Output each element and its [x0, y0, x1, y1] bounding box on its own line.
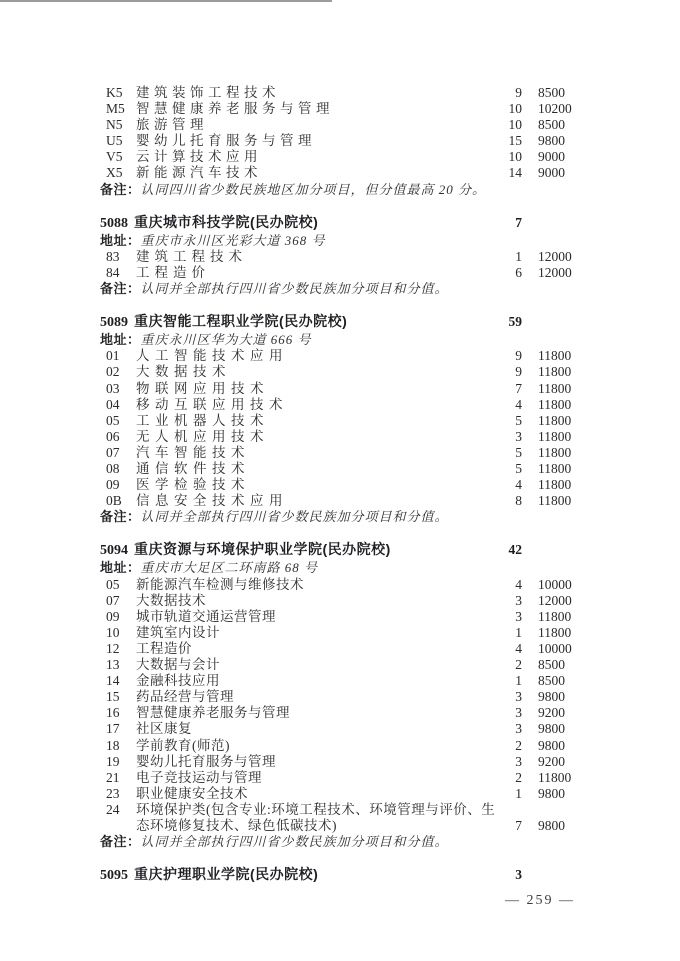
major-plan-count: 2: [515, 769, 522, 785]
remark-label: 备注：: [100, 281, 141, 297]
major-tuition-fee: 10000: [538, 576, 572, 592]
major-code: 16: [106, 705, 120, 721]
major-tuition-fee: 11800: [538, 608, 572, 624]
major-rows: [100, 85, 582, 182]
major-code: 04: [106, 396, 120, 412]
major-plan-count: 5: [515, 461, 522, 476]
college-name: 重庆护理职业学院(民办院校): [134, 866, 319, 883]
major-code: 09: [106, 608, 120, 624]
major-code: 19: [106, 753, 120, 769]
major-row: [100, 721, 582, 737]
major-name: 大数据与会计: [136, 657, 220, 673]
college-total-count: 59: [508, 314, 522, 330]
major-row: [100, 705, 582, 721]
major-plan-count: 4: [515, 396, 522, 412]
major-row: [100, 413, 582, 429]
major-plan-count: 1: [515, 624, 522, 640]
major-tuition-fee: 11800: [538, 412, 572, 428]
major-name: 电子竞技运动与管理: [136, 769, 262, 785]
remark-label: 备注：: [100, 834, 141, 850]
major-name: 智慧健康养老服务与管理: [136, 101, 334, 117]
college-address-line: [100, 233, 582, 249]
address-text: 重庆市大足区二环南路 68 号: [140, 560, 319, 576]
major-plan-count: 10: [508, 149, 522, 165]
major-code: 17: [106, 721, 120, 737]
major-plan-count: 15: [508, 133, 522, 149]
major-row: [100, 265, 582, 281]
major-row: [100, 477, 582, 493]
major-name: 通信软件技术: [136, 461, 250, 476]
major-name: 婴幼儿托育服务与管理: [136, 753, 276, 769]
major-tuition-fee: 9800: [538, 689, 565, 705]
major-row: [100, 461, 582, 477]
college-heading: [100, 541, 582, 559]
college-title: [100, 214, 500, 232]
major-code: M5: [106, 101, 125, 117]
college-address-line: [100, 332, 582, 348]
major-row: [100, 770, 582, 786]
major-tuition-fee: 9800: [538, 785, 565, 801]
major-row: [100, 625, 582, 641]
major-tuition-fee: 12000: [538, 264, 572, 280]
major-plan-count: 8: [515, 493, 522, 509]
major-tuition-fee: 11800: [538, 396, 572, 412]
major-row: [100, 802, 582, 834]
major-name: 人工智能技术应用: [136, 348, 288, 364]
major-plan-count: 1: [515, 673, 522, 689]
major-code: 21: [106, 769, 120, 785]
major-row: [100, 381, 582, 397]
major-code: 08: [106, 461, 120, 476]
major-name: 环境保护类(包含专业:环境工程技术、环境管理与评价、生态环境修复技术、绿色低碳技术): [136, 801, 496, 833]
major-row: [100, 133, 582, 149]
major-tuition-fee: 12000: [538, 248, 572, 264]
address-label: 地址：: [100, 332, 141, 348]
major-plan-count: 3: [515, 592, 522, 608]
major-code: 14: [106, 673, 120, 689]
college-name: 重庆资源与环境保护职业学院(民办院校): [134, 541, 391, 558]
major-name: 新能源汽车技术: [136, 165, 262, 181]
major-name: 工程造价: [136, 640, 192, 656]
college-section: [100, 85, 582, 198]
major-tuition-fee: 11800: [538, 364, 572, 380]
major-row: [100, 657, 582, 673]
major-code: 06: [106, 428, 120, 444]
admissions-list: [100, 80, 582, 885]
major-code: X5: [106, 165, 123, 181]
major-plan-count: 5: [515, 412, 522, 428]
major-row: [100, 429, 582, 445]
major-tuition-fee: 11800: [538, 477, 572, 493]
major-name: 建筑装饰工程技术: [136, 85, 280, 100]
major-tuition-fee: 9800: [538, 817, 565, 833]
college-heading: [100, 313, 582, 331]
remark-text: 认同并全部执行四川省少数民族加分项目和分值。: [140, 281, 449, 297]
major-row: [100, 577, 582, 593]
college-section: [100, 866, 582, 884]
college-section: [100, 313, 582, 525]
major-code: 01: [106, 348, 120, 364]
page-footer: [0, 893, 680, 913]
major-tuition-fee: 9000: [538, 165, 565, 181]
major-plan-count: 3: [515, 721, 522, 737]
major-name: 汽车智能技术: [136, 444, 250, 460]
major-name: 物联网应用技术: [136, 380, 269, 396]
major-code: 23: [106, 785, 120, 801]
major-plan-count: 3: [515, 428, 522, 444]
major-code: U5: [106, 133, 123, 149]
major-name: 建筑室内设计: [136, 624, 220, 640]
college-address-line: [100, 560, 582, 576]
major-row: [100, 738, 582, 754]
major-plan-count: 1: [515, 785, 522, 801]
major-plan-count: 14: [508, 165, 522, 181]
major-row: [100, 754, 582, 770]
remark-label: 备注：: [100, 509, 141, 525]
major-row: [100, 641, 582, 657]
major-row: [100, 364, 582, 380]
college-code: 5095: [100, 868, 128, 884]
major-tuition-fee: 11800: [538, 461, 572, 476]
remark-line: [100, 182, 582, 198]
major-plan-count: 2: [515, 737, 522, 753]
major-tuition-fee: 9800: [538, 737, 565, 753]
major-name: 大数据技术: [136, 592, 206, 608]
major-name: 移动互联应用技术: [136, 396, 288, 412]
major-plan-count: 2: [515, 657, 522, 673]
major-plan-count: 3: [515, 689, 522, 705]
major-plan-count: 10: [508, 101, 522, 117]
major-row: [100, 249, 582, 265]
major-row: [100, 397, 582, 413]
college-total-count: 3: [515, 867, 522, 883]
major-row: [100, 149, 582, 165]
major-tuition-fee: 8500: [538, 117, 565, 133]
major-tuition-fee: 9200: [538, 753, 565, 769]
major-plan-count: 3: [515, 608, 522, 624]
major-name: 城市轨道交通运营管理: [136, 608, 276, 624]
major-row: [100, 593, 582, 609]
major-name: 建筑工程技术: [136, 248, 247, 264]
major-row: [100, 689, 582, 705]
major-code: 83: [106, 248, 120, 264]
major-tuition-fee: 8500: [538, 85, 565, 100]
major-name: 智慧健康养老服务与管理: [136, 705, 290, 721]
major-code: 12: [106, 640, 120, 656]
major-plan-count: 3: [515, 753, 522, 769]
college-title: [100, 541, 500, 559]
major-code: 05: [106, 576, 120, 592]
major-code: 24: [106, 801, 120, 817]
college-heading: [100, 866, 582, 884]
major-tuition-fee: 9000: [538, 149, 565, 165]
major-plan-count: 9: [515, 364, 522, 380]
address-label: 地址：: [100, 232, 141, 248]
major-code: 07: [106, 592, 120, 608]
remark-line: [100, 509, 582, 525]
major-code: 84: [106, 264, 120, 280]
major-tuition-fee: 8500: [538, 673, 565, 689]
major-name: 新能源汽车检测与维修技术: [136, 576, 304, 592]
major-name: 社区康复: [136, 721, 192, 737]
major-plan-count: 7: [515, 817, 522, 833]
college-section: [100, 214, 582, 297]
major-code: 0B: [106, 493, 122, 509]
major-plan-count: 10: [508, 117, 522, 133]
major-code: 15: [106, 689, 120, 705]
major-name: 无人机应用技术: [136, 428, 269, 444]
major-plan-count: 3: [515, 705, 522, 721]
major-row: [100, 85, 582, 101]
major-plan-count: 9: [515, 348, 522, 364]
major-tuition-fee: 9800: [538, 133, 565, 149]
major-tuition-fee: 11800: [538, 428, 572, 444]
remark-label: 备注：: [100, 181, 141, 197]
major-code: 09: [106, 477, 120, 493]
address-text: 重庆永川区华为大道 666 号: [140, 332, 312, 348]
major-code: 18: [106, 737, 120, 753]
college-total-count: 7: [515, 214, 522, 230]
major-plan-count: 4: [515, 477, 522, 493]
major-plan-count: 7: [515, 380, 522, 396]
remark-text: 认同并全部执行四川省少数民族加分项目和分值。: [140, 834, 449, 850]
major-name: 金融科技应用: [136, 673, 220, 689]
major-tuition-fee: 10000: [538, 640, 572, 656]
major-tuition-fee: 12000: [538, 592, 572, 608]
major-code: 02: [106, 364, 120, 380]
college-total-count: 42: [508, 542, 522, 558]
major-row: [100, 609, 582, 625]
remark-text: 认同四川省少数民族地区加分项目，但分值最高 20 分。: [140, 181, 487, 197]
major-rows: [100, 348, 582, 509]
major-code: K5: [106, 85, 123, 100]
major-plan-count: 4: [515, 640, 522, 656]
major-code: 07: [106, 444, 120, 460]
major-tuition-fee: 11800: [538, 493, 572, 509]
major-name: 药品经营与管理: [136, 689, 234, 705]
major-name: 学前教育(师范): [136, 737, 230, 753]
major-rows: [100, 577, 582, 835]
major-name: 旅游管理: [136, 117, 208, 133]
major-name: 信息安全技术应用: [136, 493, 288, 509]
college-name: 重庆智能工程职业学院(民办院校): [134, 313, 348, 330]
major-row: [100, 493, 582, 509]
scan-edge-artifact: [0, 0, 332, 2]
major-name: 工业机器人技术: [136, 412, 269, 428]
major-tuition-fee: 9200: [538, 705, 565, 721]
page-number: — 259 —: [505, 893, 575, 908]
address-label: 地址：: [100, 560, 141, 576]
remark-text: 认同并全部执行四川省少数民族加分项目和分值。: [140, 509, 449, 525]
college-title: [100, 313, 500, 331]
major-tuition-fee: 11800: [538, 444, 572, 460]
major-row: [100, 117, 582, 133]
major-code: 13: [106, 657, 120, 673]
college-section: [100, 541, 582, 850]
major-code: 03: [106, 380, 120, 396]
major-rows: [100, 249, 582, 281]
address-text: 重庆市永川区光彩大道 368 号: [140, 232, 326, 248]
major-row: [100, 786, 582, 802]
major-plan-count: 9: [515, 85, 522, 100]
major-row: [100, 165, 582, 181]
college-code: 5094: [100, 543, 128, 559]
major-plan-count: 4: [515, 576, 522, 592]
major-code: N5: [106, 117, 123, 133]
major-name: 工程造价: [136, 264, 210, 280]
major-row: [100, 101, 582, 117]
major-plan-count: 6: [515, 264, 522, 280]
major-tuition-fee: 11800: [538, 348, 572, 364]
major-name: 婴幼儿托育服务与管理: [136, 133, 316, 149]
college-name: 重庆城市科技学院(民办院校): [134, 213, 319, 230]
college-title: [100, 866, 500, 884]
remark-line: [100, 834, 582, 850]
college-heading: [100, 214, 582, 232]
major-plan-count: 1: [515, 248, 522, 264]
college-code: 5089: [100, 315, 128, 331]
major-row: [100, 673, 582, 689]
major-row: [100, 348, 582, 364]
major-tuition-fee: 10200: [538, 101, 572, 117]
major-code: 10: [106, 624, 120, 640]
college-code: 5088: [100, 215, 128, 231]
major-code: V5: [106, 149, 123, 165]
major-tuition-fee: 8500: [538, 657, 565, 673]
major-name: 云计算技术应用: [136, 149, 262, 165]
major-tuition-fee: 11800: [538, 624, 572, 640]
major-plan-count: 5: [515, 444, 522, 460]
major-tuition-fee: 9800: [538, 721, 565, 737]
major-tuition-fee: 11800: [538, 769, 572, 785]
major-name: 职业健康安全技术: [136, 785, 248, 801]
major-name: 大数据技术: [136, 364, 231, 380]
major-row: [100, 445, 582, 461]
major-tuition-fee: 11800: [538, 380, 572, 396]
major-name: 医学检验技术: [136, 477, 250, 493]
remark-line: [100, 281, 582, 297]
major-code: 05: [106, 412, 120, 428]
